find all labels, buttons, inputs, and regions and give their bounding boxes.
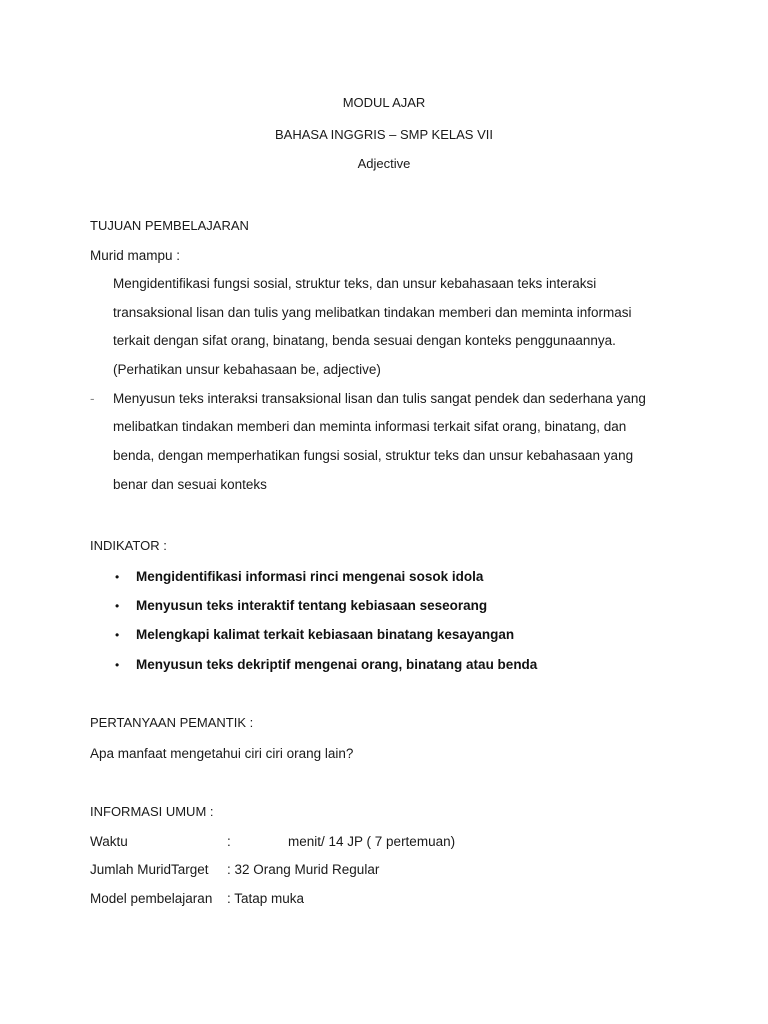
bullet-icon: •: [115, 570, 120, 584]
indikator-heading: INDIKATOR :: [90, 538, 167, 553]
model-label: Model pembelajaran: [90, 891, 213, 906]
waktu-value: menit/ 14 JP ( 7 pertemuan): [288, 834, 456, 849]
tujuan-item2-line: Menyusun teks interaksi transaksional lisan dan tulis sangat pendek dan sederhana yang: [113, 391, 646, 406]
bullet-icon: •: [115, 658, 120, 672]
indikator-item: Melengkapi kalimat terkait kebiasaan binatang kesayangan: [136, 627, 515, 642]
tujuan-item1-line: terkait dengan sifat orang, binatang, benda sesuai dengan konteks penggunaannya.: [113, 333, 616, 348]
waktu-label: Waktu: [90, 834, 128, 849]
pemantik-question: Apa manfaat mengetahui ciri ciri orang lain?: [90, 746, 354, 761]
informasi-heading: INFORMASI UMUM :: [90, 804, 214, 819]
module-title: MODUL AJAR: [342, 95, 426, 110]
tujuan-item1-line: Mengidentifikasi fungsi sosial, struktur teks, dan unsur kebahasaan teks interaksi: [113, 276, 597, 291]
waktu-colon: :: [227, 834, 231, 849]
tujuan-item1-line: (Perhatikan unsur kebahasaan be, adjective): [113, 362, 381, 377]
indikator-item: Menyusun teks dekriptif mengenai orang, binatang atau benda: [136, 657, 538, 672]
indikator-item: Menyusun teks interaktif tentang kebiasaan seseorang: [136, 598, 488, 613]
dash-marker: -: [90, 391, 95, 406]
tujuan-item2-line: benar dan sesuai konteks: [113, 477, 267, 492]
subject-title: BAHASA INGGRIS – SMP KELAS VII: [275, 127, 493, 142]
model-value: : Tatap muka: [227, 891, 305, 906]
bullet-icon: •: [115, 628, 120, 642]
topic-title: Adjective: [357, 156, 411, 171]
tujuan-item2-line: melibatkan tindakan memberi dan meminta informasi terkait sifat orang, binatang, dan: [113, 419, 627, 434]
tujuan-intro: Murid mampu :: [90, 248, 181, 263]
jumlah-value: : 32 Orang Murid Regular: [227, 862, 380, 877]
bullet-icon: •: [115, 599, 120, 613]
tujuan-item1-line: transaksional lisan dan tulis yang melibatkan tindakan memberi dan meminta informasi: [113, 305, 632, 320]
tujuan-item2-line: benda, dengan memperhatikan fungsi sosial, struktur teks dan unsur kebahasaan yang: [113, 448, 634, 463]
indikator-item: Mengidentifikasi informasi rinci mengenai sosok idola: [136, 569, 484, 584]
pemantik-heading: PERTANYAAN PEMANTIK :: [90, 715, 254, 730]
tujuan-heading: TUJUAN PEMBELAJARAN: [90, 218, 249, 233]
jumlah-label: Jumlah MuridTarget: [90, 862, 209, 877]
